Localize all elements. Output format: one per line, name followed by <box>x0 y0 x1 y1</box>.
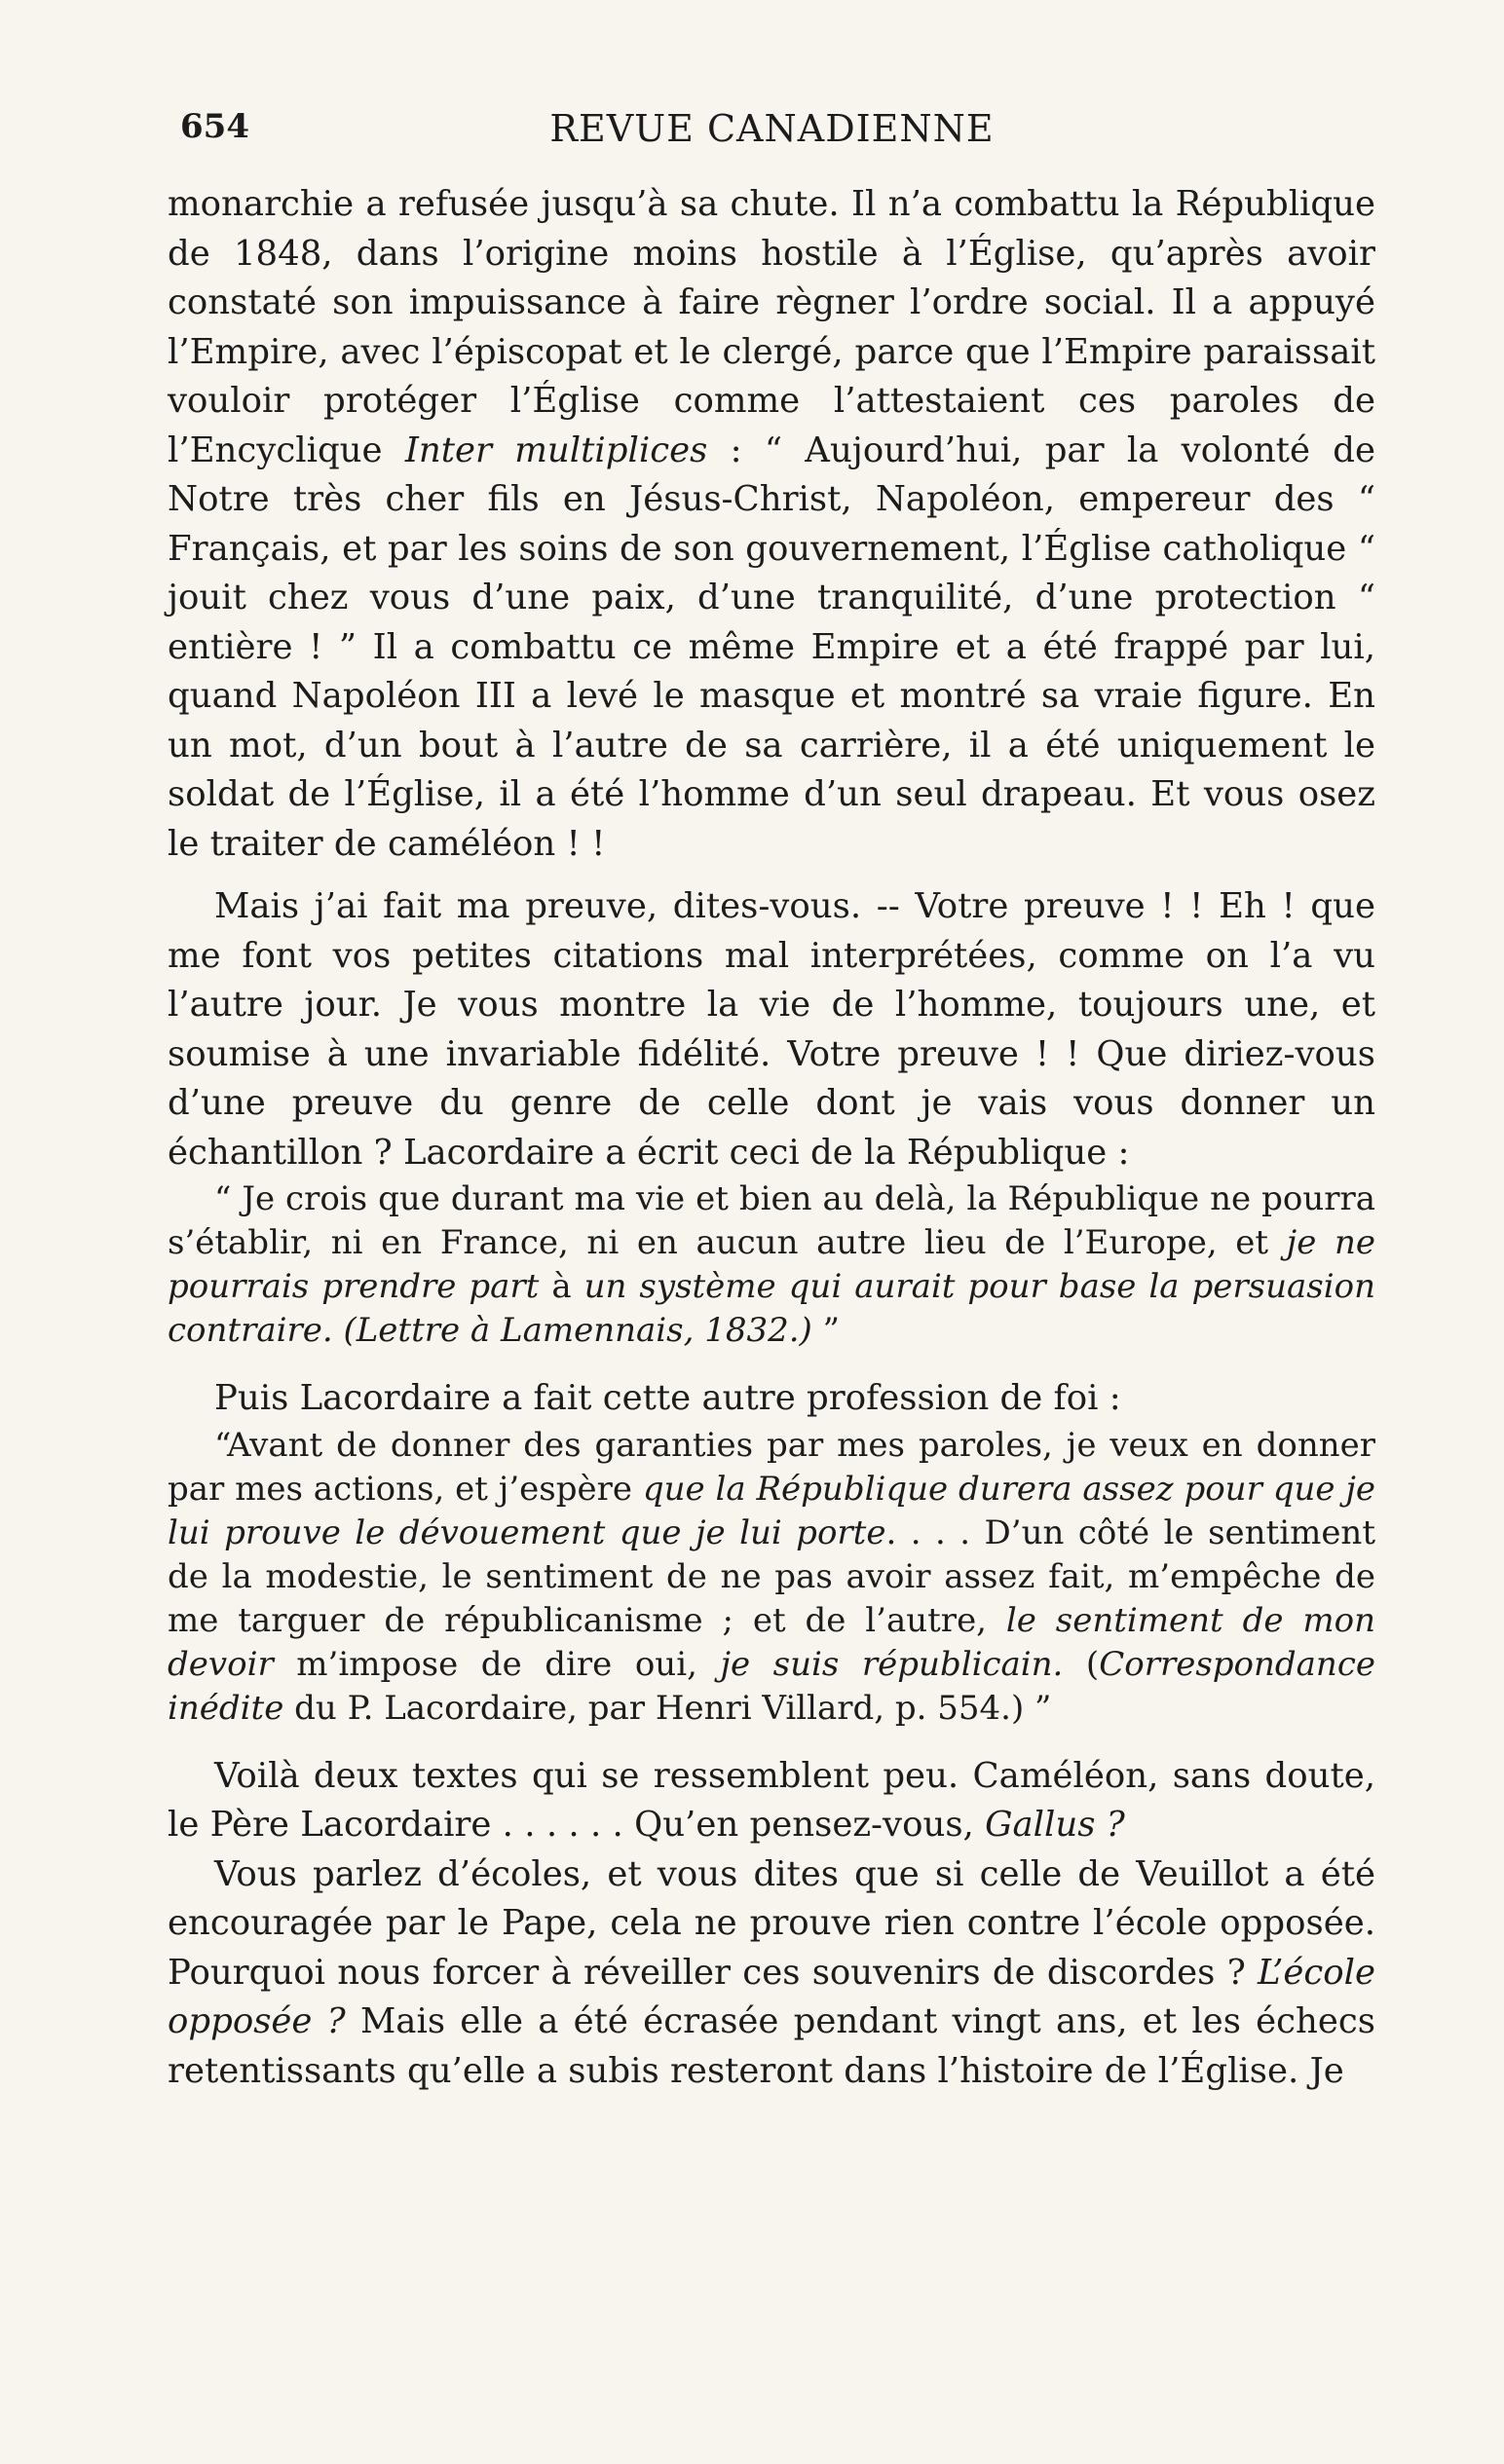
quote-2-italic-d: le sentiment de mon devoir <box>168 1600 1375 1684</box>
paragraph-1 <box>168 180 1375 869</box>
quote-1-italic-d: un système qui aurait pour base la persuasion contraire. (Lettre à Lamennais, 1832.) <box>168 1267 1375 1350</box>
paragraph-4-text-a: Voilà deux textes qui se ressemblent peu. Caméléon, sans doute, le Père Lacordaire . . . . . . Qu’en pensez-vous, <box>168 1755 1375 1845</box>
quote-2-text-i: du P. Lacordaire, par Henri Villard, p. 554.) ” <box>283 1688 1052 1728</box>
quote-1-italic-b: je ne pourrais prendre part <box>168 1223 1375 1306</box>
paragraph-5-italic-b: L’école opposée ? <box>168 1952 1375 2041</box>
paragraph-4-italic-b: Gallus ? <box>985 1805 1125 1845</box>
paragraph-2: Mais j’ai fait ma preuve, dites-vous. -- Votre preuve ! ! Eh ! que me font vos petites citations mal interprétées, comme on l’a vu l’autre jour. Je vous montre la vie de l’homme, toujours une, et soumise à une invariable fidélité. Votre preuve ! ! Que diriez-vous d’une preuve du genre de celle dont je vais vous donner un échantillon ? Lacordaire a écrit ceci de la République : <box>168 886 1375 1173</box>
quote-1-text-a: “ Je crois que durant ma vie et bien au delà, la République ne pourra s’établir, ni en France, ni en aucun autre lieu de l’Europe, et <box>168 1179 1375 1262</box>
paragraph-5-text-a: Vous parlez d’écoles, et vous dites que si celle de Veuillot a été encouragée par le Pape, cela ne prouve rien contre l’école opposée. Pourquoi nous forcer à réveiller ces souvenirs de discordes ? <box>168 1853 1375 1993</box>
quote-2-italic-f: je suis républicain. <box>720 1644 1064 1684</box>
quote-2-italic-h: Correspondance inédite <box>168 1644 1375 1728</box>
paragraph-3: Puis Lacordaire a fait cette autre profession de foi : <box>214 1378 1121 1418</box>
quote-1-text-e: ” <box>811 1311 841 1350</box>
paragraph-1-text-a: monarchie a refusée jusqu’à sa chute. Il n’a combattu la République de 1848, dans l’origine moins hostile à l’Église, qu’après avoir constaté son impuissance à faire règner l’ordre social. Il a appuyé l’Empire, avec l’épiscopat et le clergé, parce que l’Empire paraissait vouloir protéger l’Église comme l’attestaient ces paroles de l’Encyclique <box>168 184 1375 470</box>
quote-2 <box>168 1424 1375 1731</box>
page-header <box>180 107 1364 166</box>
quote-1-text-c: à <box>539 1267 584 1306</box>
quote-1 <box>168 1177 1375 1353</box>
running-title: REVUE CANADIENNE <box>549 107 995 150</box>
paragraph-5-text-c: Mais elle a été écrasée pendant vingt ans, et les échecs retentissants qu’elle a subis resteront dans l’histoire de l’Église. Je <box>168 2001 1376 2091</box>
quote-2-text-g: ( <box>1063 1644 1100 1684</box>
quote-2-italic-b: que la République durera assez pour que je lui prouve le dévouement que je lui porte <box>168 1469 1375 1552</box>
quote-2-text-a: “Avant de donner des garanties par mes paroles, je veux en donner par mes actions, et j’espère <box>168 1425 1375 1509</box>
paragraph-5 <box>168 1850 1375 2097</box>
paragraph-1-text-c: : “ Aujourd’hui, par la volonté de Notre très cher fils en Jésus-Christ, Napoléon, empereur des “ Français, et par les soins de son gouvernement, l’Église catholique “ jouit chez vous d’une paix, d’une tranquilité, d’une protection “ entière ! ” Il a combattu ce même Empire et a été frappé par lui, quand Napoléon III a levé le masque et montré sa vraie figure. En un mot, d’un bout à l’autre de sa carrière, il a été uniquement le soldat de l’Église, il a été l’homme d’un seul drapeau. Et vous osez le traiter de caméléon ! ! <box>168 429 1375 864</box>
page-number: 654 <box>180 107 249 146</box>
paragraph-1-encyclical-title: Inter multiplices <box>404 429 708 470</box>
quote-2-text-c: . . . . D’un côté le sentiment de la modestie, le sentiment de ne pas avoir assez fait, m’empêche de me targuer de républicanisme ; et de l’autre, <box>168 1512 1375 1640</box>
quote-2-text-e: m’impose de dire oui, <box>273 1644 721 1684</box>
paragraph-4 <box>168 1752 1375 1850</box>
body-text <box>168 180 1375 2096</box>
